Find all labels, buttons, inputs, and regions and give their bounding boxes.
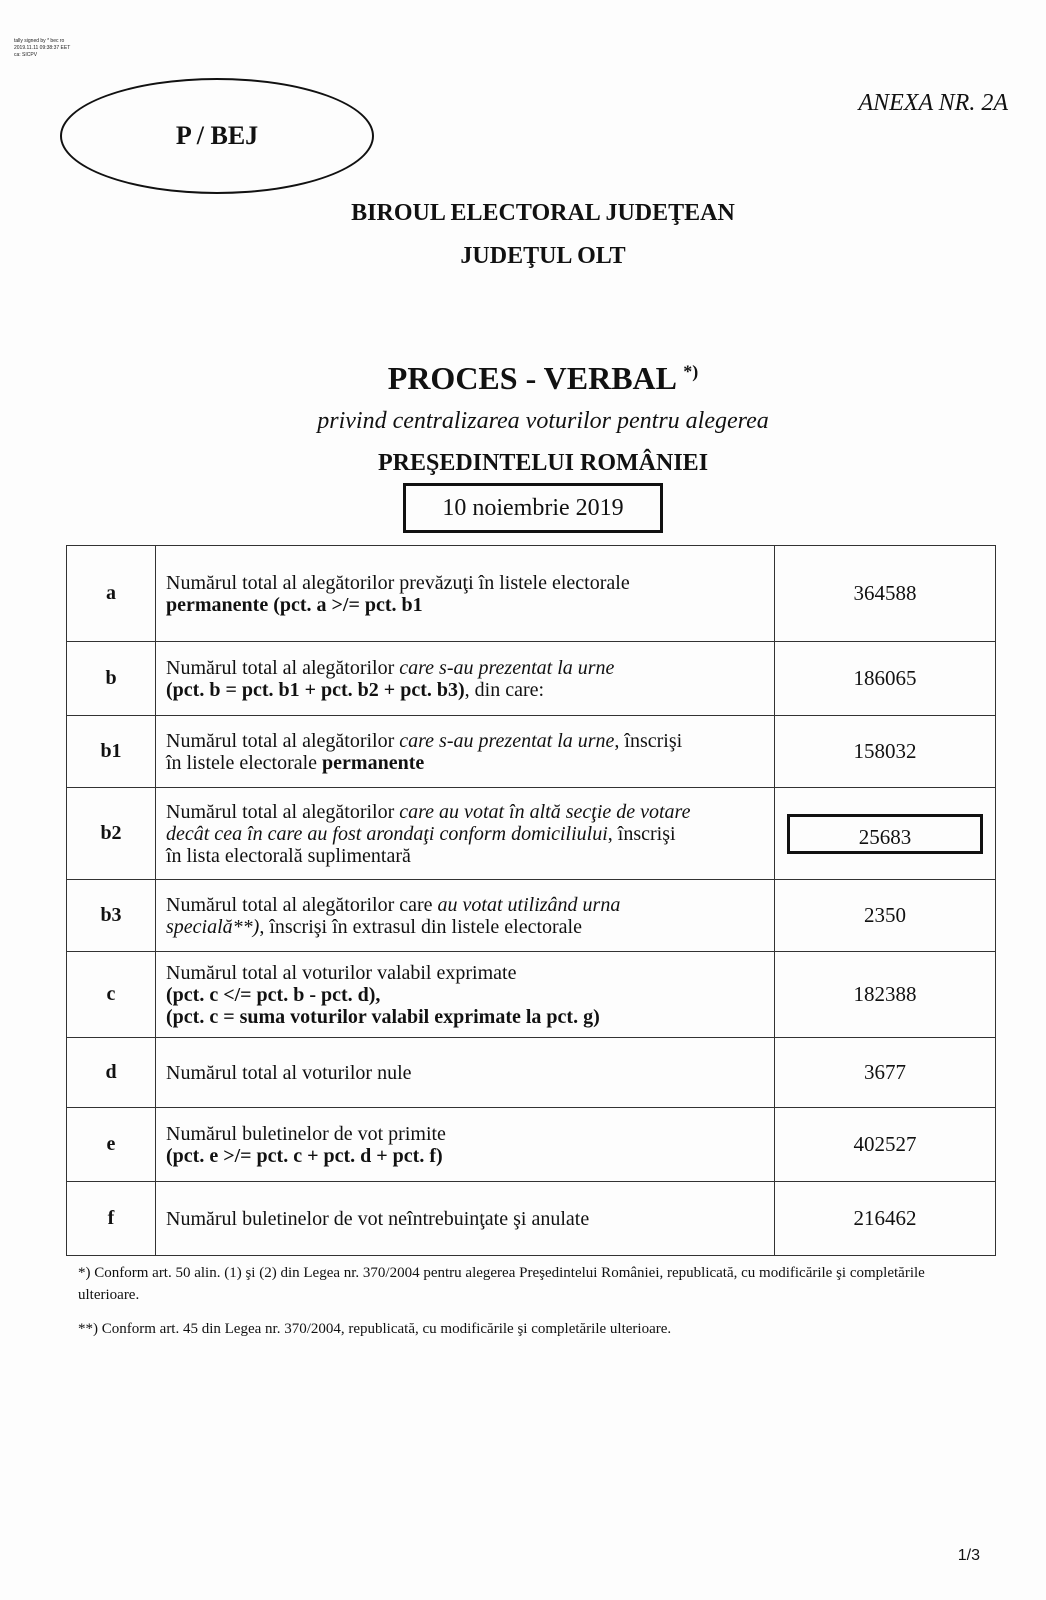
row-description [156, 642, 775, 716]
row-value: 216462 [775, 1182, 996, 1256]
desc-italic: care s-au prezentat la urne [399, 656, 615, 679]
document-title [0, 360, 1046, 397]
signature-line-3: ca: SICPV [14, 52, 38, 58]
footnote-1: *) Conform art. 50 alin. (1) şi (2) din Legea nr. 370/2004 pentru alegerea Preşedintelui României, republicată, cu modificările şi completările ulterioare. [78, 1265, 925, 1303]
desc-text: Numărul total al voturilor nule [166, 1061, 412, 1084]
desc-text: , înscrişi [607, 822, 676, 845]
table-row [67, 1038, 996, 1108]
desc-text: Numărul total al alegătorilor [166, 800, 400, 823]
election-date: 10 noiembrie 2019 [442, 494, 624, 521]
desc-text: Numărul total al alegătorilor prevăzuţi în listele electorale [166, 571, 630, 594]
signature-line-2: 2019.11.11 09:38:37 EET [14, 45, 71, 51]
row-value-highlight [775, 788, 996, 880]
digital-signature-stamp [14, 38, 70, 59]
row-code: d [67, 1038, 156, 1108]
desc-italic: specială**) [166, 915, 260, 938]
desc-bold: permanente [322, 751, 425, 774]
row-description [156, 546, 775, 642]
desc-text: în listele electorale [166, 751, 323, 774]
desc-italic: care s-au prezentat la urne [399, 729, 615, 752]
desc-bold: permanente (pct. a >/= pct. b1 [166, 593, 423, 616]
footnote-2: **) Conform art. 45 din Legea nr. 370/2004, republicată, cu modificările şi completările ulterioare. [78, 1321, 672, 1337]
results-table [66, 545, 996, 1256]
annex-label: ANEXA NR. 2A [858, 90, 1008, 116]
row-code: b2 [67, 788, 156, 880]
row-value: 2350 [775, 880, 996, 952]
desc-text: Numărul buletinelor de vot neîntrebuinţate şi anulate [166, 1207, 590, 1230]
title-footnote-mark: *) [683, 361, 699, 382]
desc-bold: (pct. b = pct. b1 + pct. b2 + pct. b3) [166, 678, 465, 701]
row-value: 182388 [775, 952, 996, 1038]
row-code: b3 [67, 880, 156, 952]
row-value: 3677 [775, 1038, 996, 1108]
row-description [156, 1038, 775, 1108]
row-code: a [67, 546, 156, 642]
title-text: PROCES - VERBAL [387, 360, 676, 396]
table-row [67, 546, 996, 642]
office-heading: PREŞEDINTELUI ROMÂNIEI [377, 450, 709, 476]
desc-bold: (pct. e >/= pct. c + pct. d + pct. f) [166, 1144, 443, 1167]
row-value: 364588 [775, 546, 996, 642]
table-row [67, 642, 996, 716]
row-description [156, 716, 775, 788]
desc-italic: care au votat în altă secţie de votare [399, 800, 691, 823]
row-description [156, 880, 775, 952]
row-code: b1 [67, 716, 156, 788]
highlighted-value: 25683 [787, 814, 983, 854]
desc-bold: (pct. c </= pct. b - pct. d), [166, 983, 381, 1006]
desc-text: Numărul total al alegătorilor care [166, 893, 438, 916]
row-code: f [67, 1182, 156, 1256]
desc-text: Numărul total al alegătorilor [166, 656, 400, 679]
row-value: 402527 [775, 1108, 996, 1182]
row-description [156, 1182, 775, 1256]
table-row [67, 952, 996, 1038]
desc-bold: (pct. c = suma voturilor valabil exprimate la pct. g) [166, 1005, 600, 1028]
desc-text: Numărul total al voturilor valabil exprimate [166, 961, 517, 984]
county-heading: JUDEŢUL OLT [460, 243, 626, 269]
row-description [156, 952, 775, 1038]
stamp-oval [60, 78, 374, 194]
row-code: c [67, 952, 156, 1038]
desc-text: Numărul total al alegătorilor [166, 729, 400, 752]
election-date-box [403, 483, 663, 533]
table-row [67, 788, 996, 880]
row-code: b [67, 642, 156, 716]
desc-text: Numărul buletinelor de vot primite [166, 1122, 446, 1145]
bureau-heading: BIROUL ELECTORAL JUDEŢEAN [351, 200, 735, 226]
signature-line-1: tally signed by * bec ro [14, 38, 65, 44]
document-subtitle: privind centralizarea voturilor pentru alegerea [317, 408, 769, 434]
row-code: e [67, 1108, 156, 1182]
table-row [67, 716, 996, 788]
row-description [156, 788, 775, 880]
row-value: 186065 [775, 642, 996, 716]
row-value: 158032 [775, 716, 996, 788]
table-row [67, 1182, 996, 1256]
page-number: 1/3 [957, 1547, 980, 1564]
desc-text: în lista electorală suplimentară [166, 844, 411, 867]
row-description [156, 1108, 775, 1182]
stamp-label: P / BEJ [175, 121, 259, 150]
desc-text: , înscrişi în extrasul din listele electorale [259, 915, 582, 938]
desc-italic: decât cea în care au fost arondaţi conform domiciliului [166, 822, 608, 845]
desc-text: , din care: [464, 678, 545, 701]
table-row [67, 1108, 996, 1182]
table-row [67, 880, 996, 952]
desc-text: , înscrişi [614, 729, 683, 752]
desc-italic: au votat utilizând urna [437, 893, 621, 916]
